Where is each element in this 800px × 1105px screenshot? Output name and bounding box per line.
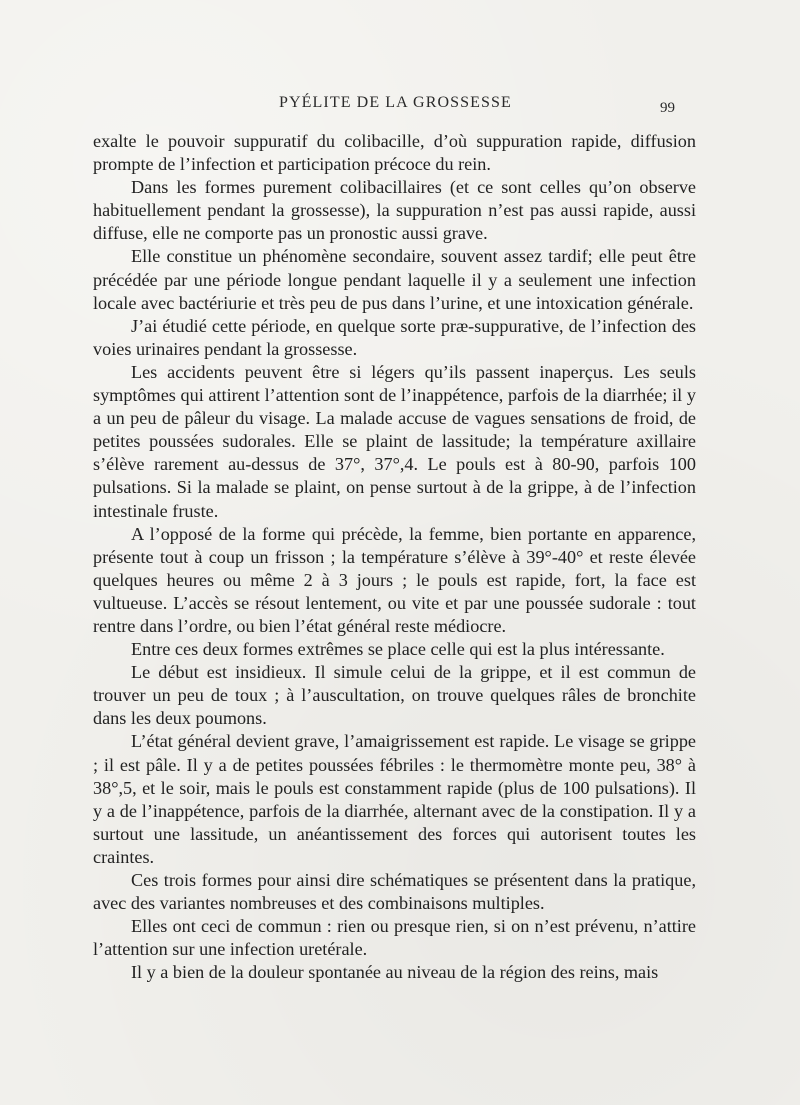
paragraph: Le début est insidieux. Il simule celui de la grippe, et il est commun de trouver un peu de toux ; à l’auscultation, on trouve quelques râles de bronchite dans les deux poumons.	[93, 662, 696, 729]
paragraph: exalte le pouvoir suppuratif du colibacille, d’où suppuration rapide, diffusion prompte de l’infection et participation précoce du rein.	[93, 131, 696, 175]
paragraph: Il y a bien de la douleur spontanée au niveau de la région des reins, mais	[131, 962, 659, 983]
paragraph: Ces trois formes pour ainsi dire schématiques se présentent dans la pratique, avec des variantes nombreuses et des combinaisons multiples.	[93, 870, 696, 914]
body-text	[93, 130, 696, 1060]
running-head	[0, 94, 800, 114]
paragraph: Elles ont ceci de commun : rien ou presque rien, si on n’est prévenu, n’attire l’attention sur une infection uretérale.	[93, 916, 696, 960]
paragraph: Elle constitue un phénomène secondaire, souvent assez tardif; elle peut être précédée par une période longue pendant laquelle il y a seulement une infection locale avec bactériurie et très peu de pus dans l’urine, et une intoxication générale.	[93, 246, 696, 313]
paragraph: Dans les formes purement colibacillaires (et ce sont celles qu’on observe habituellement pendant la grossesse), la suppuration n’est pas aussi rapide, aussi diffuse, elle ne comporte pas un pronostic aussi grave.	[93, 177, 696, 244]
paragraph: Entre ces deux formes extrêmes se place celle qui est la plus intéressante.	[131, 639, 665, 660]
paragraph: Les accidents peuvent être si légers qu’ils passent inaperçus. Les seuls symptômes qui attirent l’attention sont de l’inappétence, parfois de la diarrhée; il y a un peu de pâleur du visage. La malade accuse de vagues sensations de froid, de petites poussées sudorales. Elle se plaint de lassitude; la température axillaire s’élève rarement au-dessus de 37°, 37°,4. Le pouls est à 80-90, parfois 100 pulsations. Si la malade se plaint, on pense surtout à de la grippe, à de l’infection intestinale fruste.	[93, 361, 696, 521]
paragraph: J’ai étudié cette période, en quelque sorte præ-suppurative, de l’infection des voies urinaires pendant la grossesse.	[93, 315, 696, 359]
paragraph: L’état général devient grave, l’amaigrissement est rapide. Le visage se grippe ; il est pâle. Il y a de petites poussées fébriles : le thermomètre monte peu, 38° à 38°,5, et le soir, mais le pouls est constamment rapide (plus de 100 pulsations). Il y a de l’inappétence, parfois de la diarrhée, alternant avec de la constipation. Il y a surtout une lassitude, un anéantissement des forces qui autorisent toutes les craintes.	[93, 731, 696, 867]
page-number: 99	[660, 100, 675, 116]
running-title: PYÉLITE DE LA GROSSESSE	[279, 94, 512, 111]
paragraph: A l’opposé de la forme qui précède, la femme, bien portante en apparence, présente tout à coup un frisson ; la température s’élève à 39°-40° et reste élevée quelques heures ou même 2 à 3 jours ; le pouls est rapide, fort, la face est vultueuse. L’accès se résout lentement, ou vite et par une poussée sudorale : tout rentre dans l’ordre, ou bien l’état général reste médiocre.	[93, 523, 696, 636]
